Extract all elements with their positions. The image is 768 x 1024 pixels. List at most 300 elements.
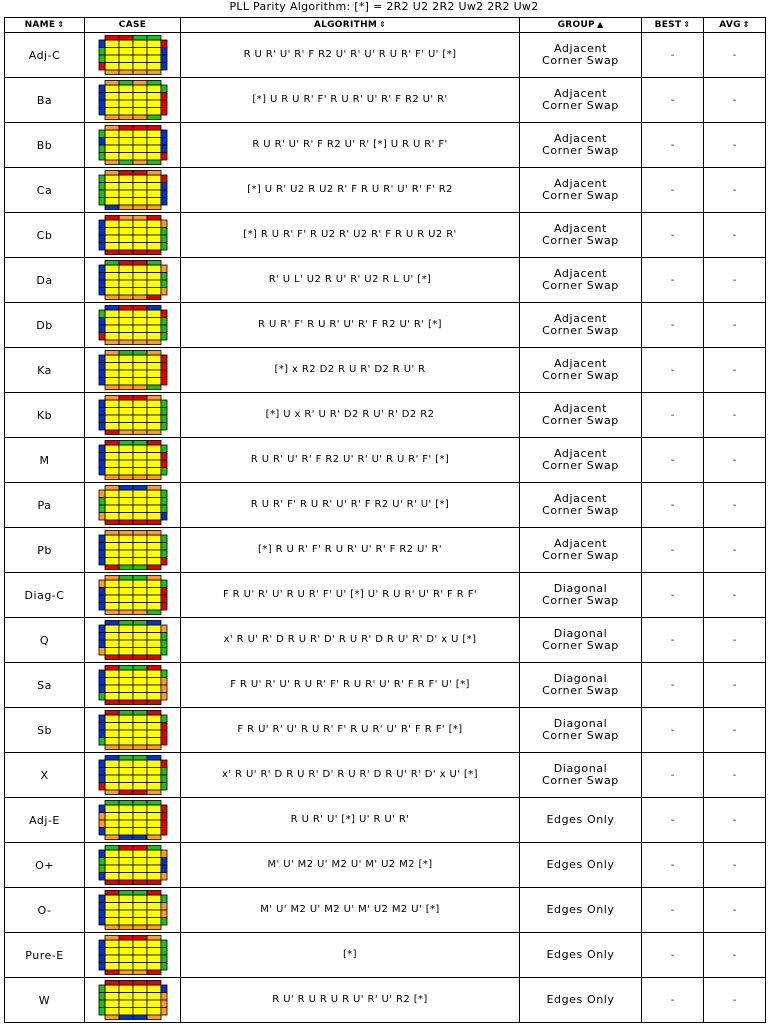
side-sticker-right <box>161 63 167 71</box>
top-sticker <box>119 640 133 648</box>
side-sticker-left <box>99 873 105 881</box>
side-sticker-left <box>99 910 105 918</box>
top-sticker <box>119 220 133 228</box>
side-sticker-right <box>161 918 167 926</box>
side-sticker-bottom <box>105 1015 119 1020</box>
group-label: Adjacent <box>553 537 607 550</box>
top-sticker <box>147 558 161 566</box>
side-sticker-left <box>99 850 105 858</box>
side-sticker-right <box>161 693 167 701</box>
side-sticker-bottom <box>147 205 161 210</box>
side-sticker-top <box>133 396 147 401</box>
top-sticker <box>133 865 147 873</box>
top-sticker <box>119 648 133 656</box>
side-sticker-left <box>99 828 105 836</box>
top-sticker <box>105 505 119 513</box>
top-sticker <box>105 48 119 56</box>
sort-updown-icon[interactable]: ⇕ <box>742 20 750 29</box>
top-sticker <box>119 850 133 858</box>
side-sticker-left <box>99 108 105 116</box>
side-sticker-left <box>99 63 105 71</box>
side-sticker-left <box>99 175 105 183</box>
top-sticker <box>147 715 161 723</box>
side-sticker-bottom <box>147 385 161 390</box>
table-row[interactable] <box>5 573 766 618</box>
table-row[interactable] <box>5 438 766 483</box>
top-sticker <box>119 63 133 71</box>
case-diagram <box>85 483 181 528</box>
side-sticker-top <box>119 36 133 41</box>
top-sticker <box>105 55 119 63</box>
side-sticker-bottom <box>105 475 119 480</box>
group-label: Corner Swap <box>542 144 619 157</box>
side-sticker-bottom <box>133 430 147 435</box>
header-algorithm[interactable]: ALGORITHM ⇕ <box>181 18 520 33</box>
top-sticker <box>119 768 133 776</box>
top-sticker <box>133 558 147 566</box>
group-label: Diagonal <box>553 582 608 595</box>
side-sticker-bottom <box>119 655 133 660</box>
group-label: Corner Swap <box>542 639 619 652</box>
header-best[interactable]: BEST ⇕ <box>642 18 704 33</box>
algorithm-text: R U R' F' R U R' U' R' F R2 U' R' [*] <box>181 303 520 348</box>
side-sticker-right <box>161 760 167 768</box>
best-time: - <box>642 123 704 168</box>
side-sticker-bottom <box>119 970 133 975</box>
case-diagram <box>85 438 181 483</box>
group-label: Adjacent <box>553 447 607 460</box>
top-sticker <box>119 505 133 513</box>
cube-top-icon <box>93 350 173 390</box>
side-sticker-right <box>161 850 167 858</box>
top-sticker <box>119 198 133 206</box>
best-time: - <box>642 708 704 753</box>
top-sticker <box>105 918 119 926</box>
page-title: PLL Parity Algorithm: [*] = 2R2 U2 2R2 Uw2 2R2 Uw2 <box>229 0 539 13</box>
side-sticker-bottom <box>119 1015 133 1020</box>
top-sticker <box>133 145 147 153</box>
table-row[interactable] <box>5 348 766 393</box>
top-sticker <box>133 310 147 318</box>
top-sticker <box>105 183 119 191</box>
top-sticker <box>147 490 161 498</box>
top-sticker <box>133 468 147 476</box>
avg-time: - <box>704 78 766 123</box>
side-sticker-left <box>99 985 105 993</box>
group-label: Adjacent <box>553 132 607 145</box>
top-sticker <box>119 273 133 281</box>
side-sticker-bottom <box>133 790 147 795</box>
top-sticker <box>105 453 119 461</box>
top-sticker <box>105 468 119 476</box>
side-sticker-top <box>147 81 161 86</box>
side-sticker-top <box>119 351 133 356</box>
header-name[interactable]: NAME ⇕ <box>5 18 85 33</box>
side-sticker-left <box>99 280 105 288</box>
table-row[interactable] <box>5 528 766 573</box>
best-time: - <box>642 978 704 1023</box>
side-sticker-top <box>105 711 119 716</box>
top-sticker <box>119 678 133 686</box>
table-row[interactable] <box>5 708 766 753</box>
top-sticker <box>133 408 147 416</box>
side-sticker-bottom <box>119 925 133 930</box>
side-sticker-left <box>99 235 105 243</box>
sort-ascending-icon[interactable]: ▲ <box>596 20 604 29</box>
top-sticker <box>119 453 133 461</box>
side-sticker-left <box>99 813 105 821</box>
side-sticker-top <box>147 36 161 41</box>
top-sticker <box>133 325 147 333</box>
side-sticker-top <box>147 171 161 176</box>
top-sticker <box>133 670 147 678</box>
table-row[interactable] <box>5 258 766 303</box>
top-sticker <box>147 145 161 153</box>
table-row[interactable] <box>5 618 766 663</box>
group-label: Edges Only <box>546 813 615 826</box>
top-sticker <box>147 63 161 71</box>
side-sticker-top <box>105 801 119 806</box>
table-row[interactable] <box>5 123 766 168</box>
top-sticker <box>147 108 161 116</box>
side-sticker-top <box>147 756 161 761</box>
side-sticker-left <box>99 918 105 926</box>
best-time: - <box>642 618 704 663</box>
side-sticker-top <box>119 396 133 401</box>
top-sticker <box>133 985 147 993</box>
top-sticker <box>147 730 161 738</box>
top-sticker <box>119 558 133 566</box>
top-sticker <box>133 948 147 956</box>
top-sticker <box>105 940 119 948</box>
side-sticker-bottom <box>105 610 119 615</box>
side-sticker-bottom <box>105 385 119 390</box>
side-sticker-bottom <box>147 295 161 300</box>
group-label: Adjacent <box>553 267 607 280</box>
algorithm-text: F R U' R' U' R U R' F' R U R' U' R' F R F' [*] <box>181 708 520 753</box>
top-sticker <box>133 40 147 48</box>
top-sticker <box>133 715 147 723</box>
best-time: - <box>642 753 704 798</box>
side-sticker-bottom <box>147 970 161 975</box>
side-sticker-top <box>133 891 147 896</box>
top-sticker <box>119 333 133 341</box>
top-sticker <box>133 535 147 543</box>
top-sticker <box>147 850 161 858</box>
best-time: - <box>642 213 704 258</box>
side-sticker-right <box>161 625 167 633</box>
top-sticker <box>147 445 161 453</box>
side-sticker-left <box>99 558 105 566</box>
side-sticker-left <box>99 310 105 318</box>
side-sticker-left <box>99 325 105 333</box>
algorithm-text: R' U L' U2 R U' R' U2 R L U' [*] <box>181 258 520 303</box>
top-sticker <box>119 633 133 641</box>
top-sticker <box>147 243 161 251</box>
side-sticker-top <box>147 666 161 671</box>
side-sticker-top <box>133 261 147 266</box>
sort-updown-icon[interactable]: ⇕ <box>683 20 691 29</box>
case-name: Pa <box>5 483 85 528</box>
top-sticker <box>105 543 119 551</box>
top-sticker <box>133 220 147 228</box>
side-sticker-bottom <box>119 385 133 390</box>
group-cell <box>520 348 642 393</box>
top-sticker <box>105 400 119 408</box>
case-name: Sa <box>5 663 85 708</box>
top-sticker <box>105 1008 119 1016</box>
side-sticker-bottom <box>147 520 161 525</box>
top-sticker <box>105 948 119 956</box>
side-sticker-left <box>99 370 105 378</box>
top-sticker <box>147 693 161 701</box>
side-sticker-right <box>161 715 167 723</box>
top-sticker <box>133 370 147 378</box>
table-row[interactable] <box>5 213 766 258</box>
side-sticker-bottom <box>133 520 147 525</box>
top-sticker <box>133 513 147 521</box>
table-row[interactable] <box>5 843 766 888</box>
top-sticker <box>133 63 147 71</box>
side-sticker-right <box>161 940 167 948</box>
side-sticker-bottom <box>119 520 133 525</box>
side-sticker-right <box>161 415 167 423</box>
top-sticker <box>147 378 161 386</box>
side-sticker-top <box>119 711 133 716</box>
side-sticker-bottom <box>133 295 147 300</box>
top-sticker <box>119 408 133 416</box>
avg-time: - <box>704 573 766 618</box>
side-sticker-right <box>161 768 167 776</box>
side-sticker-top <box>133 576 147 581</box>
case-name: Pb <box>5 528 85 573</box>
top-sticker <box>119 670 133 678</box>
side-sticker-top <box>147 576 161 581</box>
group-label: Corner Swap <box>542 684 619 697</box>
table-row[interactable] <box>5 303 766 348</box>
top-sticker <box>105 715 119 723</box>
side-sticker-top <box>119 171 133 176</box>
group-cell <box>520 978 642 1023</box>
top-sticker <box>133 265 147 273</box>
top-sticker <box>133 1008 147 1016</box>
side-sticker-bottom <box>133 880 147 885</box>
side-sticker-bottom <box>133 475 147 480</box>
group-cell <box>520 753 642 798</box>
top-sticker <box>119 355 133 363</box>
top-sticker <box>105 198 119 206</box>
top-sticker <box>119 370 133 378</box>
top-sticker <box>119 363 133 371</box>
top-sticker <box>105 625 119 633</box>
side-sticker-top <box>133 756 147 761</box>
cube-top-icon <box>93 485 173 525</box>
top-sticker <box>133 288 147 296</box>
group-label: Adjacent <box>553 402 607 415</box>
side-sticker-right <box>161 513 167 521</box>
table-row[interactable] <box>5 483 766 528</box>
side-sticker-right <box>161 280 167 288</box>
side-sticker-left <box>99 775 105 783</box>
table-row[interactable] <box>5 888 766 933</box>
top-sticker <box>105 85 119 93</box>
top-sticker <box>147 85 161 93</box>
table-row[interactable] <box>5 168 766 213</box>
side-sticker-left <box>99 130 105 138</box>
avg-time: - <box>704 978 766 1023</box>
top-sticker <box>105 670 119 678</box>
top-sticker <box>133 903 147 911</box>
side-sticker-right <box>161 235 167 243</box>
best-time: - <box>642 303 704 348</box>
top-sticker <box>119 318 133 326</box>
top-sticker <box>119 865 133 873</box>
side-sticker-bottom <box>105 70 119 75</box>
case-name: Q <box>5 618 85 663</box>
side-sticker-right <box>161 738 167 746</box>
side-sticker-top <box>119 666 133 671</box>
table-row[interactable] <box>5 78 766 123</box>
side-sticker-bottom <box>133 385 147 390</box>
case-diagram <box>85 213 181 258</box>
top-sticker <box>105 805 119 813</box>
side-sticker-top <box>119 441 133 446</box>
side-sticker-left <box>99 355 105 363</box>
case-diagram <box>85 393 181 438</box>
case-diagram <box>85 348 181 393</box>
top-sticker <box>105 723 119 731</box>
header-avg[interactable]: AVG ⇕ <box>704 18 766 33</box>
top-sticker <box>119 235 133 243</box>
top-sticker <box>133 460 147 468</box>
case-name: M <box>5 438 85 483</box>
side-sticker-top <box>147 936 161 941</box>
sort-updown-icon[interactable]: ⇕ <box>379 20 387 29</box>
top-sticker <box>105 318 119 326</box>
side-sticker-left <box>99 865 105 873</box>
top-sticker <box>119 603 133 611</box>
side-sticker-top <box>147 441 161 446</box>
table-row[interactable] <box>5 393 766 438</box>
top-sticker <box>133 918 147 926</box>
cube-top-icon <box>93 305 173 345</box>
cube-top-icon <box>93 755 173 795</box>
top-sticker <box>105 415 119 423</box>
top-sticker <box>105 993 119 1001</box>
table-row[interactable] <box>5 33 766 78</box>
top-sticker <box>147 955 161 963</box>
top-sticker <box>119 955 133 963</box>
top-sticker <box>133 625 147 633</box>
algorithm-text: [*] U R' U2 R U2 R' F R U R' U' R' F' R2 <box>181 168 520 213</box>
side-sticker-top <box>147 261 161 266</box>
top-sticker <box>147 963 161 971</box>
side-sticker-bottom <box>147 655 161 660</box>
side-sticker-top <box>147 846 161 851</box>
cube-top-icon <box>93 35 173 75</box>
top-sticker <box>147 640 161 648</box>
group-label: Adjacent <box>553 492 607 505</box>
top-sticker <box>105 558 119 566</box>
side-sticker-right <box>161 633 167 641</box>
case-diagram <box>85 618 181 663</box>
top-sticker <box>119 48 133 56</box>
side-sticker-bottom <box>147 700 161 705</box>
side-sticker-left <box>99 633 105 641</box>
side-sticker-top <box>119 126 133 131</box>
group-label: Adjacent <box>553 87 607 100</box>
side-sticker-bottom <box>105 970 119 975</box>
best-time: - <box>642 78 704 123</box>
side-sticker-bottom <box>133 250 147 255</box>
side-sticker-left <box>99 948 105 956</box>
top-sticker <box>133 93 147 101</box>
side-sticker-bottom <box>105 250 119 255</box>
table-body <box>5 33 766 1023</box>
top-sticker <box>133 243 147 251</box>
side-sticker-right <box>161 985 167 993</box>
top-sticker <box>105 370 119 378</box>
top-sticker <box>133 685 147 693</box>
group-cell <box>520 393 642 438</box>
top-sticker <box>147 685 161 693</box>
table-row[interactable] <box>5 753 766 798</box>
side-sticker-right <box>161 243 167 251</box>
group-cell <box>520 78 642 123</box>
side-sticker-bottom <box>119 790 133 795</box>
group-label: Edges Only <box>546 903 615 916</box>
table-row[interactable] <box>5 798 766 843</box>
best-time: - <box>642 528 704 573</box>
sort-updown-icon[interactable]: ⇕ <box>57 20 65 29</box>
top-sticker <box>105 378 119 386</box>
group-cell <box>520 663 642 708</box>
case-diagram <box>85 528 181 573</box>
side-sticker-top <box>147 531 161 536</box>
side-sticker-right <box>161 370 167 378</box>
top-sticker <box>119 85 133 93</box>
side-sticker-left <box>99 153 105 161</box>
side-sticker-top <box>133 666 147 671</box>
table-row[interactable] <box>5 933 766 978</box>
avg-time: - <box>704 888 766 933</box>
top-sticker <box>105 550 119 558</box>
top-sticker <box>119 1008 133 1016</box>
table-row[interactable] <box>5 978 766 1023</box>
top-sticker <box>147 288 161 296</box>
side-sticker-left <box>99 820 105 828</box>
side-sticker-left <box>99 513 105 521</box>
top-sticker <box>133 648 147 656</box>
side-sticker-left <box>99 603 105 611</box>
side-sticker-bottom <box>105 340 119 345</box>
case-name: Kb <box>5 393 85 438</box>
best-time: - <box>642 843 704 888</box>
top-sticker <box>105 310 119 318</box>
top-sticker <box>105 633 119 641</box>
side-sticker-top <box>147 351 161 356</box>
table-row[interactable] <box>5 663 766 708</box>
header-group[interactable]: GROUP ▲ <box>520 18 642 33</box>
top-sticker <box>105 355 119 363</box>
side-sticker-top <box>133 126 147 131</box>
group-label: Diagonal <box>553 672 608 685</box>
side-sticker-left <box>99 243 105 251</box>
side-sticker-top <box>119 306 133 311</box>
side-sticker-left <box>99 693 105 701</box>
side-sticker-right <box>161 400 167 408</box>
group-label: Edges Only <box>546 858 615 871</box>
